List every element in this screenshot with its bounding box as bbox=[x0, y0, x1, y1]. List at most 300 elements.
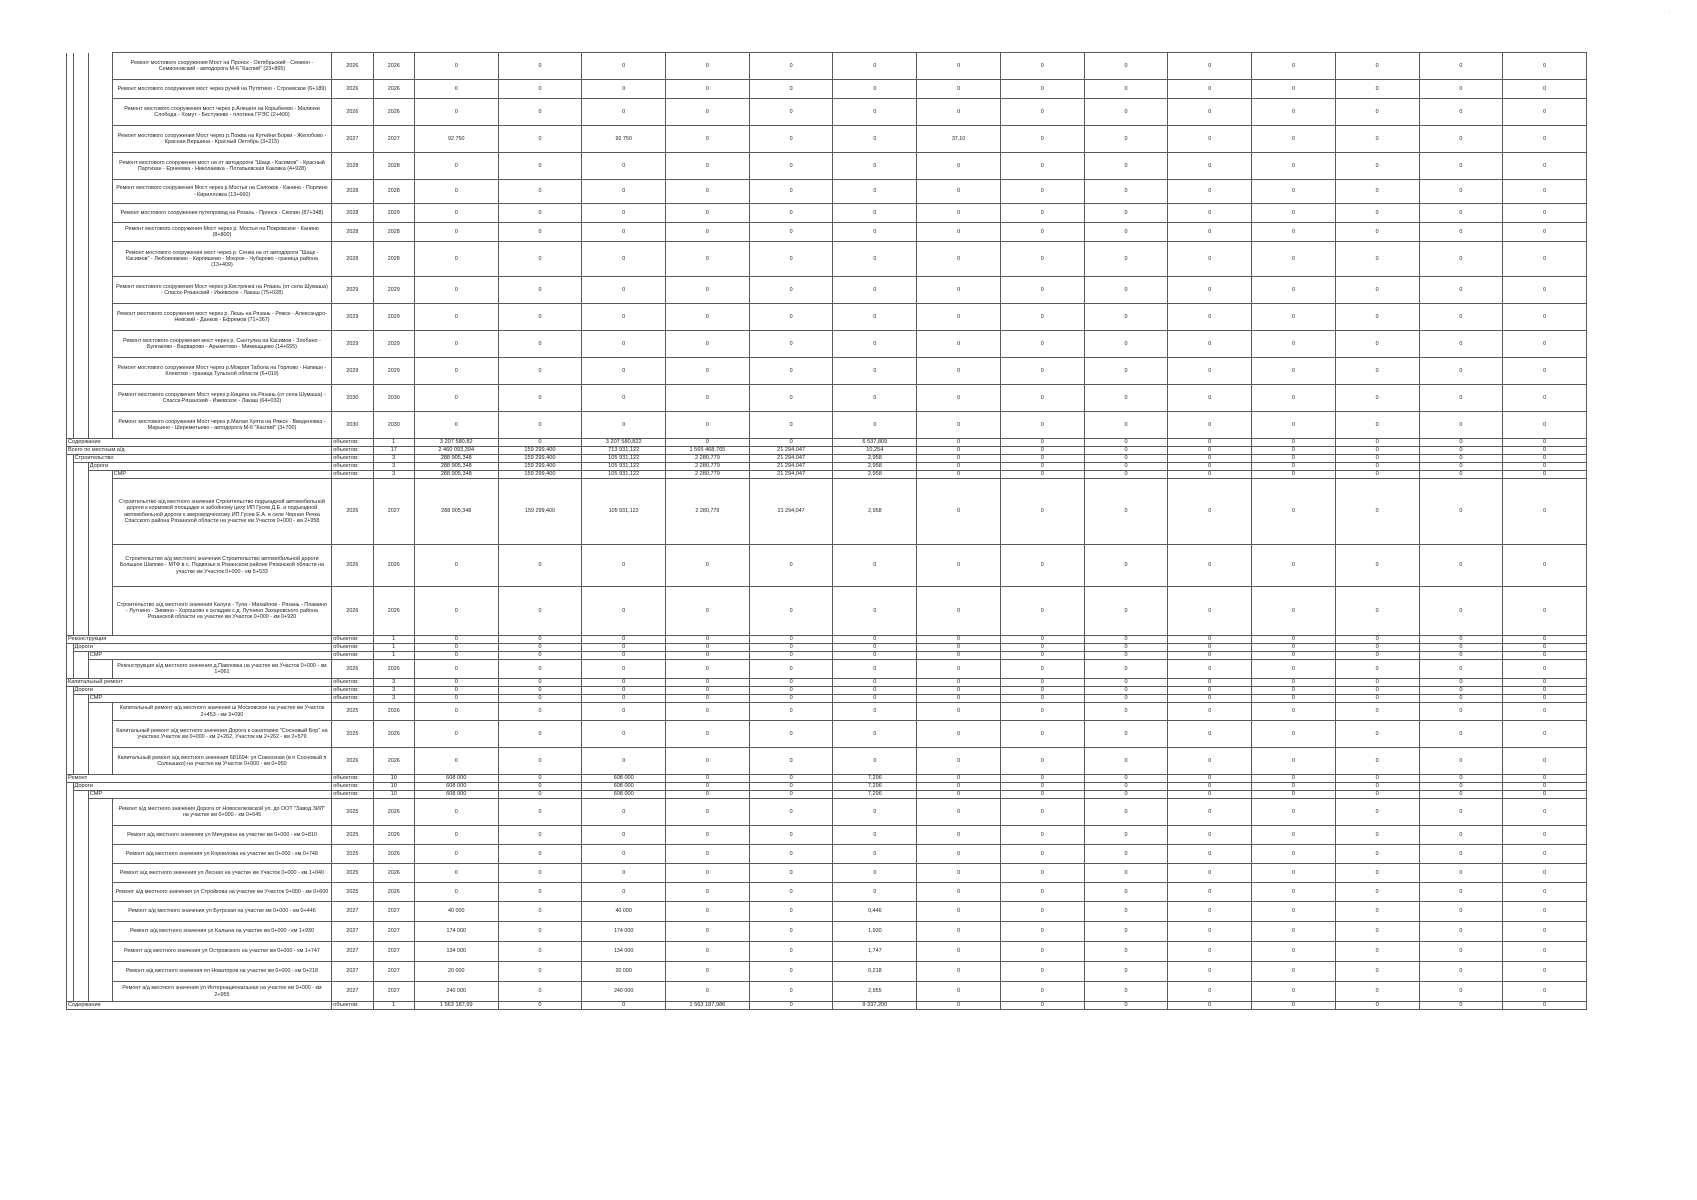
value-cell: 0 bbox=[749, 180, 833, 204]
value-cell: 0 bbox=[1335, 463, 1419, 471]
value-cell: 0 bbox=[666, 721, 750, 748]
value-cell: 0 bbox=[498, 982, 582, 1002]
value-cell: 0 bbox=[582, 695, 666, 703]
value-cell: 713 931,122 bbox=[582, 447, 666, 455]
value-cell: 0 bbox=[749, 679, 833, 687]
value-cell: 0 bbox=[1335, 153, 1419, 180]
value-cell: 0 bbox=[1084, 180, 1168, 204]
year-start: 2025 bbox=[332, 703, 373, 721]
value-cell: 0 bbox=[1168, 99, 1252, 126]
value-cell: 0 bbox=[833, 277, 917, 304]
indent-cell bbox=[88, 703, 112, 721]
value-cell: 0 bbox=[1084, 447, 1168, 455]
value-cell: 288 905,348 bbox=[414, 463, 498, 471]
value-cell: 0 bbox=[1000, 783, 1084, 791]
value-cell: 0 bbox=[749, 660, 833, 679]
object-name: Ремонт мостового сооружения мост через р.Алешня на Корыбеево - Малинки Слобода - Хомут - Бестужево - плотина ГРЭС (2+400) bbox=[112, 99, 332, 126]
value-cell: 0 bbox=[1419, 99, 1503, 126]
indent-cell bbox=[73, 412, 88, 439]
value-cell: 134 000 bbox=[582, 942, 666, 962]
value-cell: 0 bbox=[917, 455, 1001, 463]
value-cell: 0 bbox=[1168, 412, 1252, 439]
objects-unit: объектов: bbox=[332, 679, 373, 687]
indent-cell bbox=[73, 204, 88, 223]
value-cell: 6 537,809 bbox=[833, 439, 917, 447]
value-cell: 0 bbox=[1252, 982, 1336, 1002]
year-end: 2027 bbox=[373, 479, 414, 545]
indent-cell bbox=[73, 982, 88, 1002]
value-cell: 0 bbox=[1000, 883, 1084, 902]
indent-cell bbox=[88, 479, 112, 545]
value-cell: 0 bbox=[1335, 636, 1419, 644]
value-cell: 0 bbox=[749, 922, 833, 942]
value-cell: 0 bbox=[498, 412, 582, 439]
value-cell: 0 bbox=[749, 126, 833, 153]
value-cell: 0 bbox=[1419, 223, 1503, 242]
value-cell: 0 bbox=[1168, 660, 1252, 679]
value-cell: 0 bbox=[666, 799, 750, 826]
value-cell: 0 bbox=[1168, 703, 1252, 721]
value-cell: 0 bbox=[1168, 845, 1252, 864]
value-cell: 0 bbox=[1000, 545, 1084, 587]
value-cell: 0 bbox=[917, 982, 1001, 1002]
value-cell: 0 bbox=[1335, 99, 1419, 126]
value-cell: 0 bbox=[498, 80, 582, 99]
value-cell: 0 bbox=[666, 679, 750, 687]
year-start: 2027 bbox=[332, 942, 373, 962]
value-cell: 0 bbox=[1000, 304, 1084, 331]
year-start: 2025 bbox=[332, 883, 373, 902]
value-cell: 0 bbox=[917, 791, 1001, 799]
value-cell: 0 bbox=[1168, 439, 1252, 447]
value-cell: 0 bbox=[582, 304, 666, 331]
value-cell: 0 bbox=[1084, 652, 1168, 660]
value-cell: 1 565 468,765 bbox=[666, 447, 750, 455]
value-cell: 0 bbox=[1168, 982, 1252, 1002]
value-cell: 0 bbox=[833, 242, 917, 277]
value-cell: 0 bbox=[749, 826, 833, 845]
value-cell: 0 bbox=[917, 687, 1001, 695]
group-label: Реконструкция bbox=[67, 636, 332, 644]
value-cell: 0 bbox=[1503, 791, 1587, 799]
value-cell: 0 bbox=[917, 545, 1001, 587]
value-cell: 1 563 187,99 bbox=[414, 1002, 498, 1010]
value-cell: 0 bbox=[917, 242, 1001, 277]
value-cell: 0 bbox=[666, 687, 750, 695]
indent-cell bbox=[73, 883, 88, 902]
table-row bbox=[67, 660, 1587, 679]
value-cell: 0 bbox=[917, 748, 1001, 775]
object-name: Ремонт мостового сооружения мост через ручей на Путятино - Строевское (6+189) bbox=[112, 80, 332, 99]
object-name: Ремонт мостового сооружения Мост через р.Пожва на Кутейни Борки - Желобово - Красная Вершина - Красный Октябрь (3+215) bbox=[112, 126, 332, 153]
value-cell: 2 280,779 bbox=[666, 463, 750, 471]
year-end: 2027 bbox=[373, 942, 414, 962]
object-name: Капитальный ремонт а/д местного значения ш Московское на участке км Участок 2+453 - км 3+090 bbox=[112, 703, 332, 721]
value-cell: 0 bbox=[833, 636, 917, 644]
year-end: 2029 bbox=[373, 204, 414, 223]
value-cell: 0 bbox=[1419, 180, 1503, 204]
value-cell: 0 bbox=[1168, 587, 1252, 636]
value-cell: 10,254 bbox=[833, 447, 917, 455]
value-cell: 0 bbox=[1419, 775, 1503, 783]
value-cell: 0 bbox=[1168, 942, 1252, 962]
objects-count: 10 bbox=[373, 791, 414, 799]
year-end: 2029 bbox=[373, 277, 414, 304]
value-cell: 0 bbox=[1252, 942, 1336, 962]
group-label: СМР bbox=[88, 695, 332, 703]
object-name: Ремонт мостового сооружения мост через р. Сенка на от автодороги "Шацк - Касимов" - Любовниково - Кирпишево - Мокрое - Чубарово - граница района (13+409) bbox=[112, 242, 332, 277]
value-cell: 0 bbox=[414, 53, 498, 80]
objects-unit: объектов: bbox=[332, 471, 373, 479]
value-cell: 0 bbox=[833, 687, 917, 695]
indent-cell bbox=[88, 242, 112, 277]
indent-cell bbox=[88, 660, 112, 679]
group-label: СМР bbox=[88, 791, 332, 799]
value-cell: 0 bbox=[1419, 153, 1503, 180]
value-cell: 0 bbox=[1335, 660, 1419, 679]
value-cell: 0 bbox=[666, 942, 750, 962]
value-cell: 0 bbox=[1168, 358, 1252, 385]
value-cell: 0 bbox=[666, 180, 750, 204]
object-name: Ремонт а/д местного значения ул Стройкова на участке км Участок 0+000 - км 0+600 bbox=[112, 883, 332, 902]
summary-row-rekonstrukciya bbox=[67, 636, 1587, 644]
value-cell: 0 bbox=[833, 412, 917, 439]
year-start: 2027 bbox=[332, 902, 373, 922]
value-cell: 0 bbox=[498, 660, 582, 679]
value-cell: 3 207 580,82 bbox=[414, 439, 498, 447]
value-cell: 0 bbox=[1000, 791, 1084, 799]
value-cell: 0 bbox=[1503, 902, 1587, 922]
object-name: Ремонт а/д местного значения пл Новаторов на участке км 0+000 - км 0+218 bbox=[112, 962, 332, 982]
value-cell: 0 bbox=[666, 53, 750, 80]
year-start: 2027 bbox=[332, 126, 373, 153]
year-start: 2025 bbox=[332, 799, 373, 826]
value-cell: 105 931,122 bbox=[582, 471, 666, 479]
value-cell: 0 bbox=[749, 204, 833, 223]
value-cell: 0 bbox=[1335, 447, 1419, 455]
value-cell: 0 bbox=[1503, 775, 1587, 783]
value-cell: 0 bbox=[582, 748, 666, 775]
value-cell: 608 000 bbox=[414, 783, 498, 791]
indent-cell bbox=[88, 385, 112, 412]
value-cell: 0 bbox=[498, 53, 582, 80]
value-cell: 2,958 bbox=[833, 455, 917, 463]
group-label: Дороги bbox=[73, 687, 332, 695]
value-cell: 608 000 bbox=[414, 775, 498, 783]
value-cell: 0 bbox=[1168, 644, 1252, 652]
indent-cell bbox=[88, 331, 112, 358]
object-name: Ремонт мостового сооружения Мост через р.Мостья на Сапожок - Канино - Порлино - Кирилловка (13+660) bbox=[112, 180, 332, 204]
indent-cell bbox=[88, 277, 112, 304]
objects-count: 1 bbox=[373, 636, 414, 644]
value-cell: 0 bbox=[1503, 826, 1587, 845]
value-cell: 0 bbox=[582, 358, 666, 385]
value-cell: 0 bbox=[1419, 791, 1503, 799]
indent-cell bbox=[88, 864, 112, 883]
indent-cell bbox=[88, 883, 112, 902]
value-cell: 0 bbox=[1335, 962, 1419, 982]
value-cell: 0 bbox=[414, 153, 498, 180]
value-cell: 0 bbox=[1252, 153, 1336, 180]
value-cell: 0 bbox=[582, 80, 666, 99]
value-cell: 0 bbox=[666, 962, 750, 982]
year-start: 2026 bbox=[332, 53, 373, 80]
value-cell: 0 bbox=[1335, 799, 1419, 826]
summary-row-stroitelstvo bbox=[67, 455, 1587, 463]
value-cell: 0 bbox=[666, 845, 750, 864]
value-cell: 0 bbox=[1503, 799, 1587, 826]
value-cell: 0 bbox=[1084, 587, 1168, 636]
value-cell: 0 bbox=[1335, 864, 1419, 883]
year-end: 2028 bbox=[373, 153, 414, 180]
objects-unit: объектов: bbox=[332, 1002, 373, 1010]
value-cell: 0 bbox=[414, 180, 498, 204]
value-cell: 0 bbox=[1168, 545, 1252, 587]
value-cell: 0 bbox=[498, 204, 582, 223]
value-cell: 0 bbox=[833, 845, 917, 864]
table-row bbox=[67, 277, 1587, 304]
value-cell: 0 bbox=[1419, 80, 1503, 99]
value-cell: 0 bbox=[833, 180, 917, 204]
value-cell: 0 bbox=[1252, 412, 1336, 439]
year-end: 2026 bbox=[373, 883, 414, 902]
value-cell: 0 bbox=[833, 864, 917, 883]
value-cell: 0 bbox=[749, 883, 833, 902]
table-row bbox=[67, 845, 1587, 864]
year-end: 2026 bbox=[373, 799, 414, 826]
year-end: 2030 bbox=[373, 412, 414, 439]
value-cell: 0 bbox=[666, 883, 750, 902]
value-cell: 0 bbox=[917, 942, 1001, 962]
objects-count: 1 bbox=[373, 439, 414, 447]
value-cell: 0 bbox=[582, 331, 666, 358]
value-cell: 0 bbox=[666, 153, 750, 180]
table-row bbox=[67, 223, 1587, 242]
value-cell: 0 bbox=[833, 385, 917, 412]
value-cell: 0 bbox=[1000, 922, 1084, 942]
value-cell: 0 bbox=[1252, 902, 1336, 922]
value-cell: 0 bbox=[833, 331, 917, 358]
value-cell: 0 bbox=[414, 277, 498, 304]
value-cell: 0 bbox=[1335, 826, 1419, 845]
value-cell: 0 bbox=[1252, 53, 1336, 80]
object-name: Ремонт а/д местного значения ул Лесная на участке км Участок 0+000 - км 1+040 bbox=[112, 864, 332, 883]
value-cell: 0 bbox=[1252, 922, 1336, 942]
value-cell: 0 bbox=[582, 845, 666, 864]
year-start: 2030 bbox=[332, 385, 373, 412]
value-cell: 159 299,400 bbox=[498, 447, 582, 455]
year-end: 2026 bbox=[373, 721, 414, 748]
value-cell: 0 bbox=[1000, 587, 1084, 636]
value-cell: 0 bbox=[1000, 695, 1084, 703]
value-cell: 0 bbox=[498, 180, 582, 204]
value-cell: 0 bbox=[1000, 126, 1084, 153]
value-cell: 0 bbox=[414, 99, 498, 126]
value-cell: 0 bbox=[414, 412, 498, 439]
value-cell: 0 bbox=[1503, 126, 1587, 153]
year-end: 2027 bbox=[373, 922, 414, 942]
value-cell: 0 bbox=[414, 883, 498, 902]
value-cell: 0 bbox=[1168, 799, 1252, 826]
value-cell: 0 bbox=[498, 962, 582, 982]
indent-cell bbox=[73, 223, 88, 242]
year-end: 2028 bbox=[373, 223, 414, 242]
value-cell: 288 905,348 bbox=[414, 471, 498, 479]
objects-count: 1 bbox=[373, 1002, 414, 1010]
objects-unit: объектов: bbox=[332, 775, 373, 783]
value-cell: 0 bbox=[1503, 412, 1587, 439]
value-cell: 0 bbox=[498, 799, 582, 826]
summary-row-soderzhanie2 bbox=[67, 1002, 1587, 1010]
indent-cell bbox=[88, 358, 112, 385]
value-cell: 0 bbox=[414, 304, 498, 331]
value-cell: 1,747 bbox=[833, 942, 917, 962]
value-cell: 0 bbox=[498, 845, 582, 864]
value-cell: 0 bbox=[1335, 439, 1419, 447]
value-cell: 0 bbox=[666, 660, 750, 679]
indent-cell bbox=[88, 204, 112, 223]
value-cell: 0 bbox=[749, 748, 833, 775]
value-cell: 0 bbox=[1252, 748, 1336, 775]
value-cell: 0 bbox=[666, 412, 750, 439]
object-name: Ремонт мостового сооружения Мост через р.Малая Хупта на Ряжск - Введеновка - Марьино - Шереметьево - автодорога М-6 "Каспий" (3+700) bbox=[112, 412, 332, 439]
value-cell: 0 bbox=[749, 358, 833, 385]
value-cell: 0 bbox=[498, 636, 582, 644]
year-start: 2028 bbox=[332, 242, 373, 277]
table-row bbox=[67, 902, 1587, 922]
value-cell: 0 bbox=[666, 826, 750, 845]
value-cell: 0 bbox=[582, 204, 666, 223]
year-end: 2026 bbox=[373, 80, 414, 99]
value-cell: 0 bbox=[582, 153, 666, 180]
object-name: Строительство а/д местного значения Калуга - Тула - Михайлов - Рязань - Пламино - Лутнино - Зимино - Хорошово к складам с.д. Лутнино Захаровского района Рязанской области на участке км Участок 0+000 - км 0+920 bbox=[112, 587, 332, 636]
value-cell: 0 bbox=[1503, 922, 1587, 942]
value-cell: 0 bbox=[1168, 783, 1252, 791]
value-cell: 0 bbox=[582, 883, 666, 902]
value-cell: 0 bbox=[1503, 652, 1587, 660]
value-cell: 0 bbox=[917, 53, 1001, 80]
indent-cell bbox=[73, 242, 88, 277]
indent-cell bbox=[88, 902, 112, 922]
value-cell: 0 bbox=[1419, 304, 1503, 331]
value-cell: 0 bbox=[1168, 153, 1252, 180]
value-cell: 0 bbox=[1084, 439, 1168, 447]
value-cell: 0 bbox=[1252, 358, 1336, 385]
value-cell: 0 bbox=[1168, 53, 1252, 80]
value-cell: 0 bbox=[1084, 126, 1168, 153]
value-cell: 0 bbox=[1084, 80, 1168, 99]
indent-cell bbox=[88, 748, 112, 775]
value-cell: 0 bbox=[1084, 412, 1168, 439]
value-cell: 0 bbox=[1503, 331, 1587, 358]
value-cell: 0 bbox=[666, 644, 750, 652]
value-cell: 0 bbox=[917, 99, 1001, 126]
value-cell: 0 bbox=[1503, 644, 1587, 652]
value-cell: 0 bbox=[414, 687, 498, 695]
table-row bbox=[67, 180, 1587, 204]
value-cell: 9 337,200 bbox=[833, 1002, 917, 1010]
table-row bbox=[67, 721, 1587, 748]
value-cell: 0 bbox=[1503, 463, 1587, 471]
objects-unit: объектов: bbox=[332, 783, 373, 791]
value-cell: 0 bbox=[1000, 652, 1084, 660]
value-cell: 0 bbox=[414, 826, 498, 845]
value-cell: 0 bbox=[1168, 126, 1252, 153]
value-cell: 0 bbox=[1335, 791, 1419, 799]
value-cell: 0 bbox=[1084, 479, 1168, 545]
object-name: Строительство а/д местного значения Строительство автомобильной дороги Большое Шапово - МТФ в с. Подвязье в Рязанском районе Рязанской области на участке км Участок 0+000 - км 5+533 bbox=[112, 545, 332, 587]
value-cell: 92 750 bbox=[414, 126, 498, 153]
value-cell: 0 bbox=[414, 652, 498, 660]
value-cell: 37,10 bbox=[917, 126, 1001, 153]
objects-unit: объектов: bbox=[332, 687, 373, 695]
value-cell: 0 bbox=[749, 331, 833, 358]
value-cell: 0 bbox=[1252, 845, 1336, 864]
value-cell: 0 bbox=[833, 652, 917, 660]
table-row bbox=[67, 982, 1587, 1002]
value-cell: 0 bbox=[749, 942, 833, 962]
year-start: 2026 bbox=[332, 748, 373, 775]
value-cell: 0 bbox=[1419, 277, 1503, 304]
value-cell: 0 bbox=[1168, 748, 1252, 775]
value-cell: 0 bbox=[1252, 80, 1336, 99]
value-cell: 0 bbox=[833, 660, 917, 679]
value-cell: 21 294,047 bbox=[749, 463, 833, 471]
object-name: Капитальный ремонт а/д местного значения 681694: ул Совхозная (в п Сосновый п Солнышко) на участке км Участок 0+000 - км 0+950 bbox=[112, 748, 332, 775]
value-cell: 0 bbox=[1335, 204, 1419, 223]
value-cell: 0 bbox=[917, 695, 1001, 703]
value-cell: 0 bbox=[414, 385, 498, 412]
value-cell: 0 bbox=[1168, 180, 1252, 204]
value-cell: 0 bbox=[749, 277, 833, 304]
value-cell: 40 000 bbox=[582, 902, 666, 922]
indent-cell bbox=[73, 845, 88, 864]
value-cell: 21 294,047 bbox=[749, 455, 833, 463]
value-cell: 0 bbox=[1419, 126, 1503, 153]
value-cell: 0 bbox=[1252, 687, 1336, 695]
value-cell: 0 bbox=[1335, 883, 1419, 902]
value-cell: 0 bbox=[917, 204, 1001, 223]
object-name: Ремонт мостового сооружения Мост через р. Мостья на Покровское - Канино (8+800) bbox=[112, 223, 332, 242]
value-cell: 0 bbox=[749, 721, 833, 748]
table-row bbox=[67, 479, 1587, 545]
value-cell: 240 000 bbox=[414, 982, 498, 1002]
value-cell: 0 bbox=[1000, 902, 1084, 922]
value-cell: 0 bbox=[917, 883, 1001, 902]
value-cell: 608 000 bbox=[582, 783, 666, 791]
value-cell: 0 bbox=[1000, 748, 1084, 775]
value-cell: 0 bbox=[414, 864, 498, 883]
indent-cell bbox=[73, 545, 88, 587]
value-cell: 0 bbox=[749, 304, 833, 331]
indent-cell bbox=[73, 826, 88, 845]
value-cell: 0 bbox=[917, 703, 1001, 721]
object-name: Ремонт мостового сооружения мост через р. Лешь на Рязань - Ряжск - Александро-Невский - Данков - Ефремов (71+367) bbox=[112, 304, 332, 331]
indent-cell bbox=[88, 845, 112, 864]
objects-count: 1 bbox=[373, 644, 414, 652]
value-cell: 0 bbox=[1252, 204, 1336, 223]
table-row bbox=[67, 545, 1587, 587]
value-cell: 0 bbox=[582, 799, 666, 826]
objects-count: 10 bbox=[373, 775, 414, 783]
summary-row-smr_rek bbox=[67, 652, 1587, 660]
value-cell: 0 bbox=[414, 799, 498, 826]
value-cell: 0 bbox=[1084, 304, 1168, 331]
value-cell: 0 bbox=[1252, 223, 1336, 242]
value-cell: 0 bbox=[1419, 679, 1503, 687]
value-cell: 0 bbox=[917, 679, 1001, 687]
value-cell: 0 bbox=[833, 748, 917, 775]
